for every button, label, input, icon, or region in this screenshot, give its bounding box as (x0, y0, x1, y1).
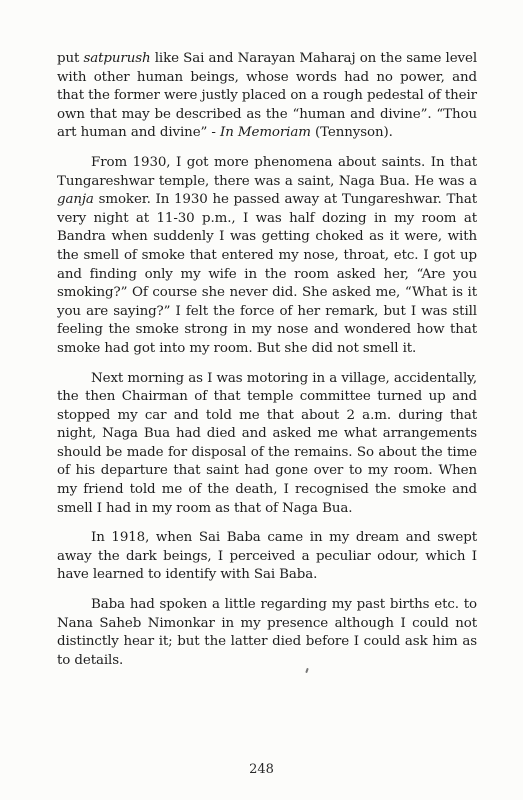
text-segment: In 1918, when Sai Baba came in my dream and swept away the dark beings, I perceived a peculiar odour, which I have learned to identify with Sai Baba. (57, 530, 477, 583)
text-segment: put (57, 51, 84, 66)
italic-term-satpurush: satpurush (83, 51, 151, 66)
paragraph-naga-bua-smoke (57, 154, 477, 359)
paragraph-next-morning (57, 370, 477, 519)
page-number: 248 (249, 762, 274, 777)
text-segment: (Tennyson). (310, 125, 393, 141)
text-segment: Baba had spoken a little regarding my past births etc. to Nana Saheb Nimonkar in my presence although I could not distinctly hear it; but the latter died before I could ask him as to details. (57, 597, 477, 668)
text-segment: like Sai and Narayan Maharaj on the same level with other human beings, whose words had no power, and that the former were justly placed on a rough pedestal of their own that may be described as the “human and divine”. “Thou art human and divine” - (57, 51, 477, 141)
paragraph-past-births (57, 596, 477, 670)
paragraph-satpurush (57, 50, 477, 143)
paragraph-1918-dream (57, 529, 477, 585)
text-segment: Next morning as I was motoring in a village, accidentally, the then Chairman of that temple committee turned up and stopped my car and told me that about 2 a.m. during that night, Naga Bua had died and asked me what arrangements should be made for disposal of the remains. So about the time of his departure that saint had gone over to my room. When my friend told me of the death, I recognised the smoke and smell I had in my room as that of Naga Bua. (57, 370, 477, 516)
text-segment: smoker. In 1930 he passed away at Tungareshwar. That very night at 11-30 p.m., I was half dozing in my room at Bandra when suddenly I was getting choked as it were, with the smell of smoke that entered my nose, throat, etc. I got up and finding only my wife in the room asked her, “Are you smoking?” Of course she never did. She asked me, “What is it you are saying?” I felt the force of her remark, but I was still feeling the smoke strong in my nose and wondered how that smoke had got into my room. But she did not smell it. (57, 192, 477, 356)
italic-term-ganja: ganja (57, 192, 94, 208)
text-segment: From 1930, I got more phenomena about saints. In that Tungareshwar temple, there was a saint, Naga Bua. He was a (57, 154, 477, 189)
body-text (57, 50, 477, 670)
scan-speck (305, 668, 309, 673)
italic-title-in-memoriam: In Memoriam (220, 125, 311, 141)
